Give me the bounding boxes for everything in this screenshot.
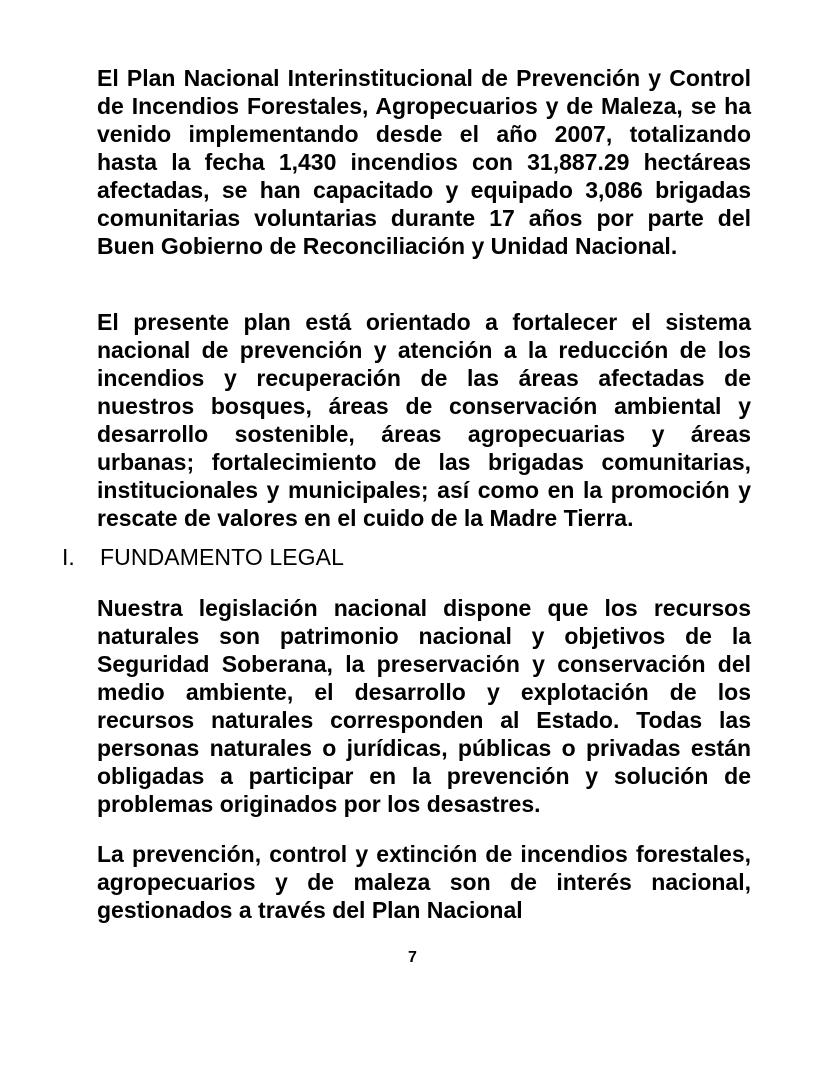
- section-title: FUNDAMENTO LEGAL: [100, 544, 344, 570]
- section-heading-fundamento-legal: [62, 543, 762, 571]
- section-numeral: I.: [62, 544, 75, 570]
- paragraph-legislacion-nacional: Nuestra legislación nacional dispone que los recursos naturales son patrimonio nacional y objetivos de la Seguridad Soberana, la preservación y conservación del medio ambiente, el desarrollo y explotación de los recursos naturales corresponden al Estado. Todas las personas naturales o jurídicas, públicas o privadas están obligadas a participar en la prevención y solución de problemas originados por los desastres.: [97, 595, 751, 817]
- paragraph-prevencion-control-extincion: La prevención, control y extinción de incendios forestales, agropecuarios y de maleza son de interés nacional, gestionados a través del Plan Nacional: [97, 841, 751, 923]
- page-number: 7: [408, 949, 417, 966]
- paragraph-objetivo-plan: El presente plan está orientado a fortalecer el sistema nacional de prevención y atención a la reducción de los incendios y recuperación de las áreas afectadas de nuestros bosques, áreas de conservación ambiental y desarrollo sostenible, áreas agropecuarias y áreas urbanas; fortalecimiento de las brigadas comunitarias, institucionales y municipales; así como en la promoción y rescate de valores en el cuido de la Madre Tierra.: [97, 309, 751, 531]
- paragraph-intro-plan-nacional: El Plan Nacional Interinstitucional de Prevención y Control de Incendios Forestales, Agropecuarios y de Maleza, se ha venido implementando desde el año 2007, totalizando hasta la fecha 1,430 incendios con 31,887.29 hectáreas afectadas, se han capacitado y equipado 3,086 brigadas comunitarias voluntarias durante 17 años por parte del Buen Gobierno de Reconciliación y Unidad Nacional.: [97, 65, 751, 259]
